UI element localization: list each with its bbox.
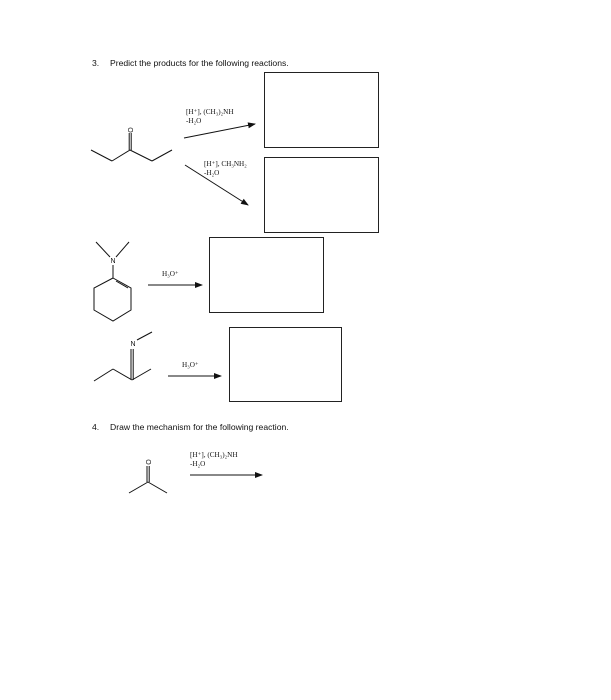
oxygen-atom-label-1: O <box>128 127 135 133</box>
reaction-arrow-1 <box>184 124 255 138</box>
reagent-3: H₃O⁺ <box>162 270 179 278</box>
nitrogen-atom-label-2: N <box>130 341 136 348</box>
imine-structure <box>94 332 152 381</box>
reaction-arrow-2 <box>185 165 248 205</box>
question-4-text: Draw the mechanism for the following reaction. <box>110 422 289 432</box>
reagent-2-line2: -H₂O <box>204 169 220 177</box>
ketone-structure-2 <box>129 466 167 493</box>
reagent-5-line2: -H₂O <box>190 460 206 468</box>
oxygen-atom-label-2: O <box>146 459 153 465</box>
question-3-number: 3. <box>92 58 100 68</box>
reagent-1-line2: -H₂O <box>186 117 202 125</box>
reagent-5-line1: [H⁺], (CH₃)₂NH <box>190 451 238 459</box>
question-4-number: 4. <box>92 422 100 432</box>
reagent-2-line1: [H⁺], CH₃NH₂ <box>204 160 247 168</box>
enamine-structure <box>94 242 131 321</box>
nitrogen-atom-label-1: N <box>110 258 116 265</box>
reagent-4: H₃O⁺ <box>182 361 199 369</box>
question-3-text: Predict the products for the following reactions. <box>110 58 289 68</box>
ketone-structure-1 <box>91 133 172 161</box>
reagent-1-line1: [H⁺], (CH₃)₂NH <box>186 108 234 116</box>
